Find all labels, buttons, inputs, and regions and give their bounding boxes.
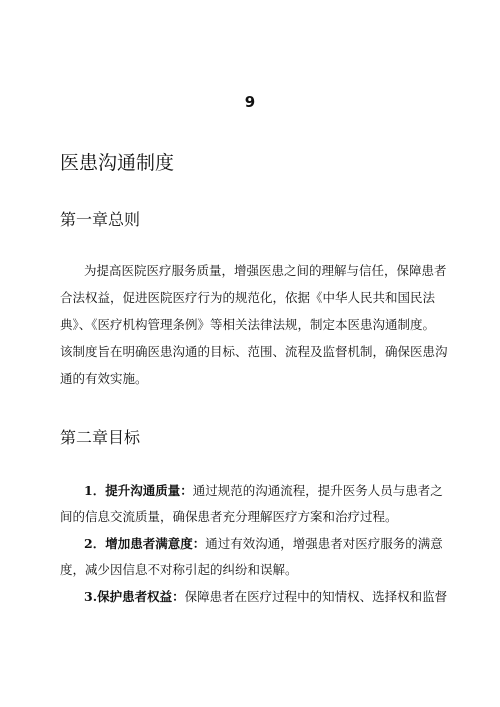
page-number: 9 [244,93,256,111]
list-item-continuation: 间的信息交流质量，确保患者充分理解医疗方案和治疗过程。 [60,509,398,524]
paragraph-line: 典》、《医疗机构管理条例》等相关法律法规，制定本医患沟通制度。 [60,317,436,332]
list-item-text: 通过有效沟通，增强患者对医疗服务的满意 [205,536,443,551]
paragraph-line: 为提高医院医疗服务质量，增强医患之间的理解与信任，保障患者 [84,263,447,278]
list-item-text: 保障患者在医疗过程中的知情权、选择权和监督 [184,589,448,604]
list-item-label: 提升沟通质量： [105,483,193,498]
paragraph-line: 通的有效实施。 [60,371,148,386]
list-item [84,536,448,552]
chapter-heading-general: 第一章总则 [60,210,141,229]
list-item [84,483,448,499]
list-item-continuation: 度，减少因信息不对称引起的纠纷和误解。 [60,562,298,577]
list-item [84,589,448,605]
list-item-label: 保护患者权益： [97,589,185,604]
list-item-number: 2． [84,536,106,551]
list-item-number: 3. [84,589,98,604]
paragraph-line: 合法权益，促进医院医疗行为的规范化，依据《中华人民共和国民法 [60,290,436,305]
chapter-heading-goals: 第二章目标 [60,428,141,447]
list-item-text: 通过规范的沟通流程，提升医务人员与患者之 [192,483,443,498]
list-item-number: 1． [84,483,106,498]
document-title: 医患沟通制度 [60,152,175,174]
paragraph-line: 该制度旨在明确医患沟通的目标、范围、流程及监督机制，确保医患沟 [60,344,448,359]
list-item-label: 增加患者满意度： [105,536,206,551]
